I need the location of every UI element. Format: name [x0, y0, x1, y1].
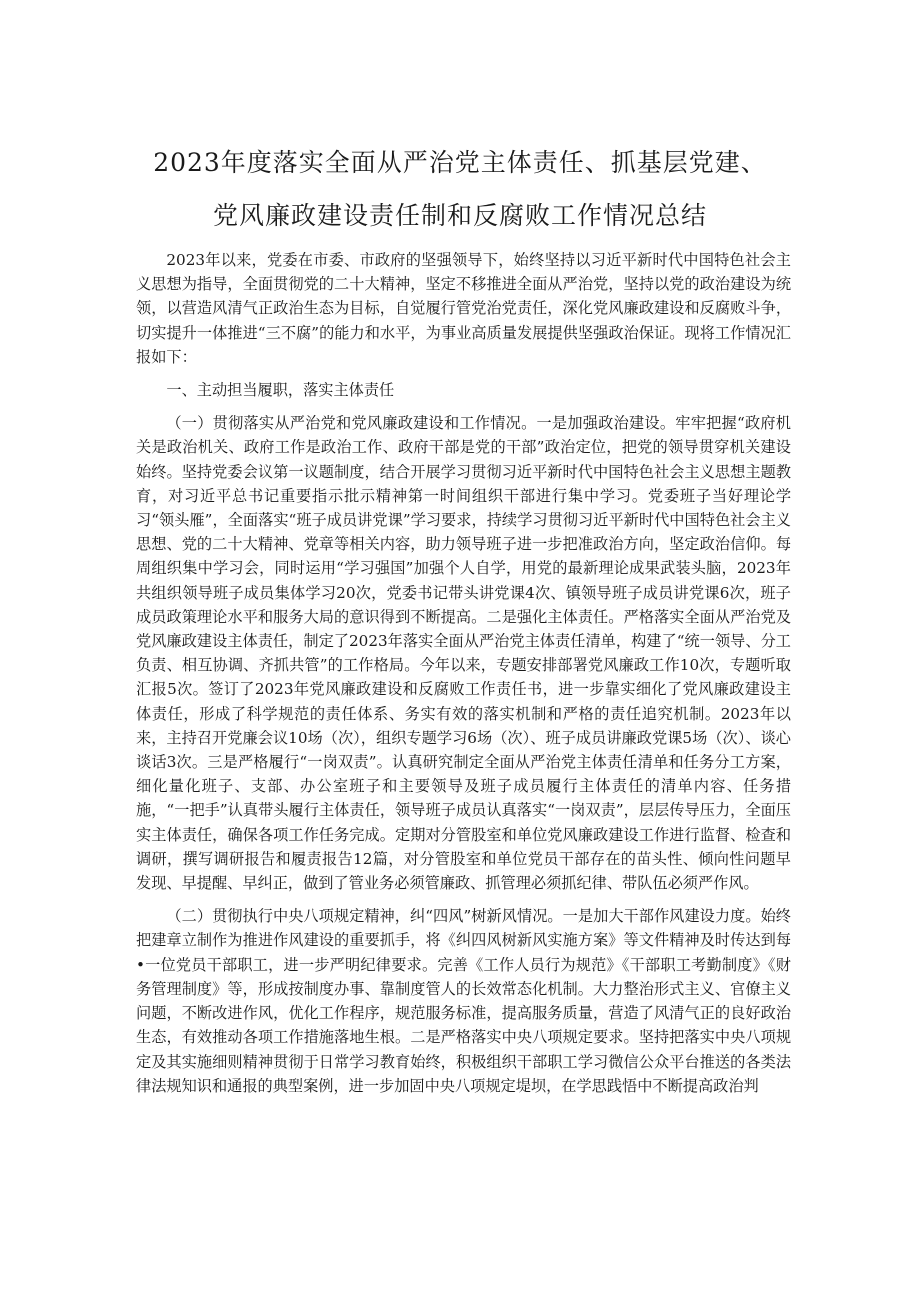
document-title-line-2: 党风廉政建设责任制和反腐败工作情况总结	[212, 201, 707, 230]
paragraph-2: （二）贯彻执行中央八项规定精神，纠“四风”树新风情况。一是加大干部作风建设力度。始终把建章立制作为推进作风建设的重要抓手，将《纠四风树新风实施方案》等文件精神及时传达到每•一位党员干部职工，进一步严明纪律要求。完善《工作人员行为规范》《干部职工考勤制度》《财务管理制度》等，形成按制度办事、靠制度管人的长效常态化机制。大力整治形式主义、官僚主义问题，不断改进作风，优化工作程序，规范服务标准，提高服务质量，营造了风清气正的良好政治生态，有效推动各项工作措施落地生根。二是严格落实中央八项规定要求。坚持把落实中央八项规定及其实施细则精神贯彻于日常学习教育始终，积极组织干部职工学习微信公众平台推送的各类法律法规知识和通报的典型案例，进一步加固中央八项规定堤坝，在学思践悟中不断提高政治判	[136, 907, 791, 1095]
section-1-heading: 一、主动担当履职，落实主体责任	[166, 381, 395, 400]
document-title-line-1: 2023年度落实全面从严治党主体责任、抓基层党建、	[153, 148, 767, 177]
intro-paragraph: 2023年以来，党委在市委、市政府的坚强领导下，始终坚持以习近平新时代中国特色社会主义思想为指导，全面贯彻党的二十大精神，坚定不移推进全面从严治党，坚持以党的政治建设为统领，以营造风清气正政治生态为目标，自觉履行管党治党责任，深化党风廉政建设和反腐败斗争，切实提升一体推进“三不腐”的能力和水平，为事业高质量发展提供坚强政治保证。现将工作情况汇报如下：	[136, 251, 791, 366]
paragraph-1: （一）贯彻落实从严治党和党风廉政建设和工作情况。一是加强政治建设。牢牢把握“政府机关是政治机关、政府工作是政治工作、政府干部是党的干部”政治定位，把党的领导贯穿机关建设始终。坚持党委会议第一议题制度，结合开展学习贯彻习近平新时代中国特色社会主义思想主题教育，对习近平总书记重要指示批示精神第一时间组织干部进行集中学习。党委班子当好理论学习“领头雁”，全面落实“班子成员讲党课”学习要求，持续学习贯彻习近平新时代中国特色社会主义思想、党的二十大精神、党章等相关内容，助力领导班子进一步把准政治方向，坚定政治信仰。每周组织集中学习会，同时运用“学习强国”加强个人自学，用党的最新理论成果武装头脑，2023年共组织领导班子成员集体学习20次，党委书记带头讲党课4次、镇领导班子成员讲党课6次，班子成员政策理论水平和服务大局的意识得到不断提高。二是强化主体责任。严格落实全面从严治党及党风廉政建设主体责任，制定了2023年落实全面从严治党主体责任清单，构建了“统一领导、分工负责、相互协调、齐抓共管”的工作格局。今年以来，专题安排部署党风廉政工作10次，专题听取汇报5次。签订了2023年党风廉政建设和反腐败工作责任书，进一步靠实细化了党风廉政建设主体责任，形成了科学规范的责任体系、务实有效的落实机制和严格的责任追究机制。2023年以来，主持召开党廉会议10场（次），组织专题学习6场（次）、班子成员讲廉政党课5场（次）、谈心谈话3次。三是严格履行“一岗双责”。认真研究制定全面从严治党主体责任清单和任务分工方案，细化量化班子、支部、办公室班子和主要领导及班子成员履行主体责任的清单内容、任务措施，“一把手”认真带头履行主体责任，领导班子成员认真落实“一岗双责”，层层传导压力，全面压实主体责任，确保各项工作任务完成。定期对分管股室和单位党风廉政建设工作进行监督、检查和调研，撰写调研报告和履责报告12篇，对分管股室和单位党员干部存在的苗头性、倾向性问题早发现、早提醒、早纠正，做到了管业务必须管廉政、抓管理必须抓纪律、带队伍必须严作风。	[136, 414, 791, 893]
document-body	[136, 248, 791, 1098]
